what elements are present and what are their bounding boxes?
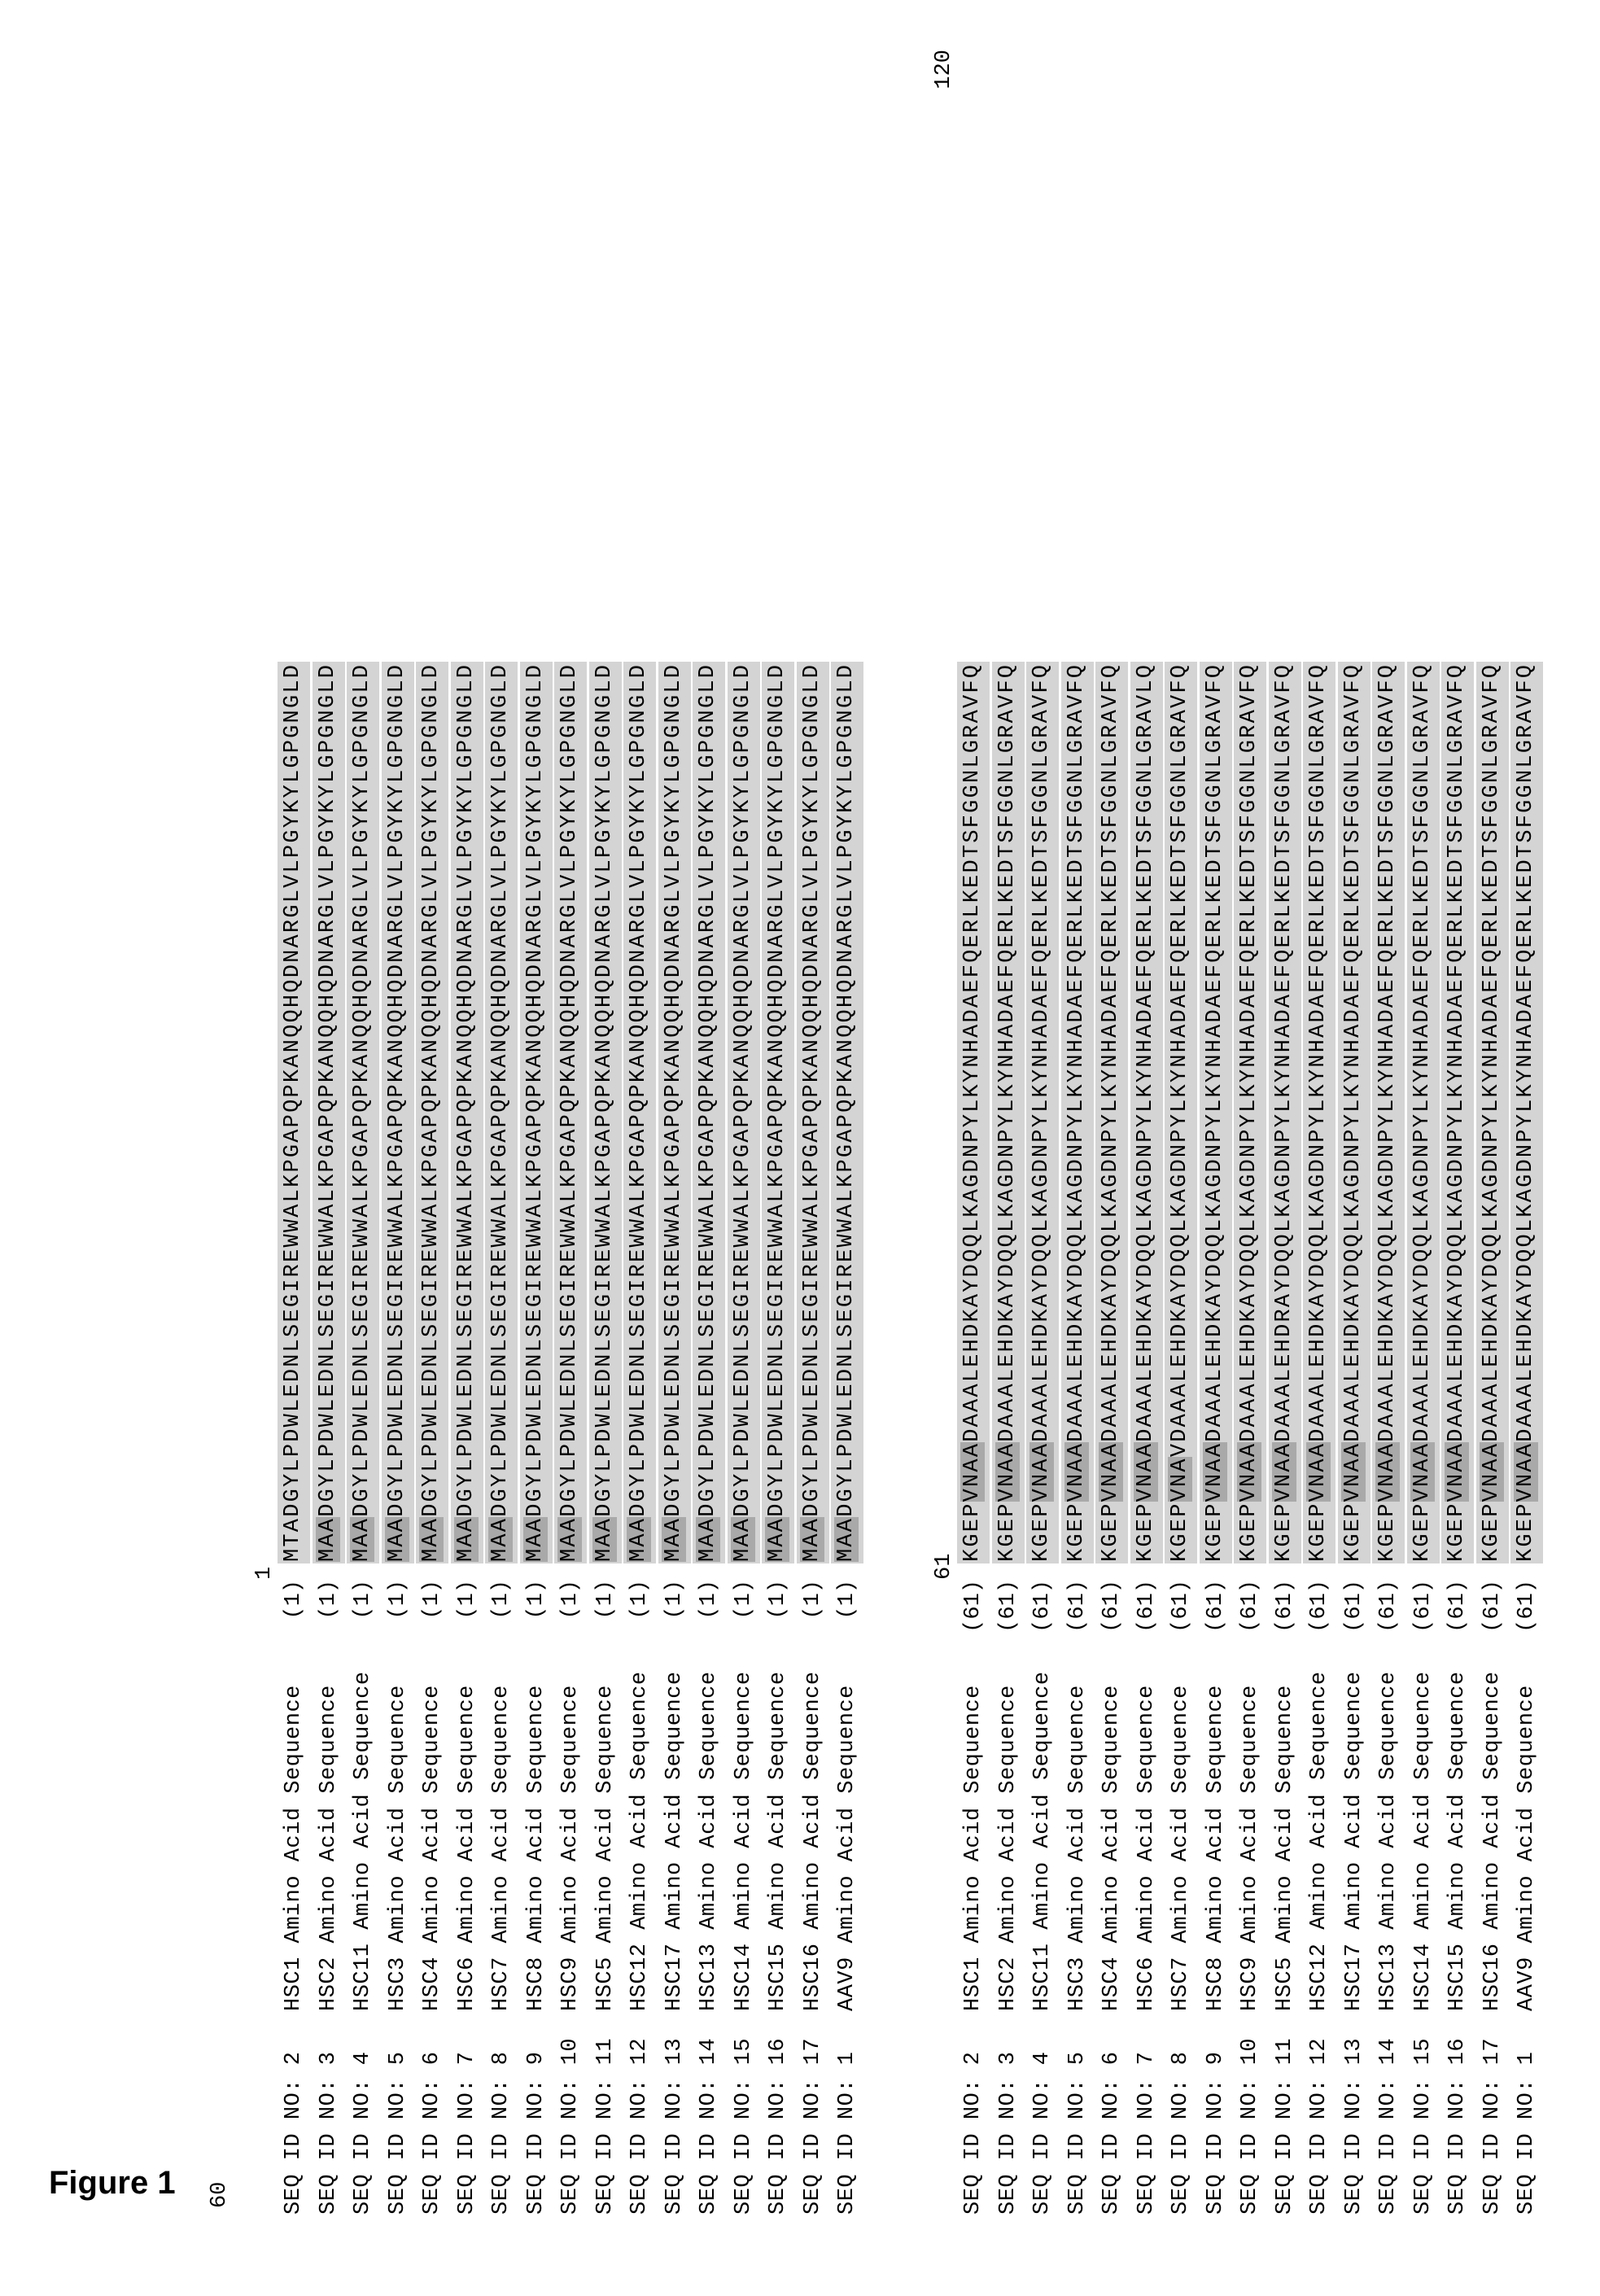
sequence-name-label: HSC15 Amino Acid Sequence — [1445, 1671, 1471, 2011]
sequence-name-label: HSC14 Amino Acid Sequence — [731, 1671, 756, 2011]
seq-id-label: SEQ ID NO: 10 — [558, 2037, 584, 2215]
residue-highlight: MAA — [350, 1516, 375, 1562]
alignment-row — [1337, 50, 1372, 2215]
residue-segment: DGYLPDWLEDNLSEGIREWWALKPGAPQPKANQQHQDNARGLVLPGYKYLGPGNGLD — [696, 663, 721, 1517]
residue-highlight: VNAA — [1064, 1441, 1089, 1502]
residue-segment: DGYLPDWLEDNLSEGIREWWALKPGAPQPKANQQHQDNARGLVLPGYKYLGPGNGLD — [488, 663, 514, 1517]
residue-coordinate: (61) — [1134, 1580, 1159, 1633]
sequence-name-label: HSC14 Amino Acid Sequence — [1410, 1671, 1436, 2011]
residue-segment: DGYLPDWLEDNLSEGIREWWALKPGAPQPKANQQHQDNARGLVLPGYKYLGPGNGLD — [281, 663, 306, 1517]
sequence-name-label: HSC1 Amino Acid Sequence — [282, 1685, 307, 2011]
seq-id-label: SEQ ID NO: 3 — [316, 2051, 341, 2215]
seq-id-label: SEQ ID NO: 7 — [454, 2051, 479, 2215]
sequence-residues — [520, 662, 553, 1563]
residue-segment: AYDQQLKAGDNPYLKYNHADAEFQERLKEDTSFGGNLGRAVFQ — [1306, 663, 1331, 1308]
seq-id-label: SEQ ID NO: 6 — [420, 2051, 445, 2215]
residue-segment: DGYLPDWLEDNLSEGIREWWALKPGAPQPKANQQHQDNARGLVLPGYKYLGPGNGLD — [350, 663, 375, 1517]
seq-id-label: SEQ ID NO: 16 — [766, 2037, 791, 2215]
residue-segment: AYDQQLKAGDNPYLKYNHADAEFQERLKEDTSFGGNLGRAVFQ — [1340, 663, 1366, 1308]
residue-coordinate: (1) — [385, 1580, 410, 1620]
residue-segment: KGEP — [960, 1502, 986, 1562]
alignment-row — [277, 50, 312, 2215]
alignment-row — [312, 50, 347, 2215]
residue-coordinate: (1) — [662, 1580, 687, 1620]
sequence-name-label: HSC1 Amino Acid Sequence — [961, 1685, 986, 2011]
alignment-row — [658, 50, 693, 2215]
residue-segment: DAAALEHDK — [1202, 1307, 1227, 1442]
sequence-name-label: HSC5 Amino Acid Sequence — [592, 1685, 618, 2011]
sequence-name-label: HSC9 Amino Acid Sequence — [558, 1685, 584, 2011]
sequence-residues — [1269, 662, 1301, 1563]
residue-segment: AYDQQLKAGDNPYLKYNHADAEFQERLKEDTSFGGNLGRAVFQ — [1514, 663, 1539, 1308]
seq-id-label: SEQ ID NO: 10 — [1238, 2037, 1263, 2215]
seq-id-label: SEQ ID NO: 15 — [731, 2037, 756, 2215]
alignment-row — [484, 50, 519, 2215]
seq-id-label: SEQ ID NO: 1 — [1515, 2051, 1540, 2215]
residue-segment: DGYLPDWLEDNLSEGIREWWALKPGAPQPKANQQHQDNARGLVLPGYKYLGPGNGLD — [557, 663, 583, 1517]
seq-id-label: SEQ ID NO: 11 — [592, 2037, 618, 2215]
sequence-residues — [313, 662, 345, 1563]
alignment-row — [1510, 50, 1545, 2215]
alignment-row — [1475, 50, 1510, 2215]
alignment-start-number: 61 — [932, 1553, 956, 1580]
sequence-residues — [554, 662, 587, 1563]
residue-segment: AYDQQLKAGDNPYLKYNHADAEFQERLKEDTSFGGNLGRAVFQ — [1479, 663, 1504, 1308]
sequence-residues — [382, 662, 414, 1563]
alignment-row — [761, 50, 796, 2215]
seq-id-label: SEQ ID NO: 14 — [1376, 2037, 1401, 2215]
alignment-row — [1371, 50, 1406, 2215]
residue-highlight: MAA — [627, 1516, 652, 1562]
sequence-residues — [992, 662, 1025, 1563]
seq-id-label: SEQ ID NO: 13 — [662, 2037, 687, 2215]
seq-id-label: SEQ ID NO: 11 — [1272, 2037, 1297, 2215]
residue-coordinate: (1) — [627, 1580, 653, 1620]
sequence-name-label: HSC4 Amino Acid Sequence — [420, 1685, 445, 2011]
residue-coordinate: (1) — [558, 1580, 584, 1620]
sequence-residues — [1303, 662, 1336, 1563]
sequence-residues — [1407, 662, 1440, 1563]
residue-coordinate: (1) — [731, 1580, 756, 1620]
sequence-name-label: HSC3 Amino Acid Sequence — [1064, 1685, 1090, 2011]
residue-coordinate: (61) — [1515, 1580, 1540, 1633]
sequence-name-label: HSC11 Amino Acid Sequence — [1030, 1671, 1056, 2011]
residue-segment: KGEP — [1306, 1502, 1331, 1562]
residue-segment: DAAALEHDK — [1237, 1307, 1262, 1442]
alignment-row — [450, 50, 485, 2215]
residue-highlight: MAA — [834, 1516, 859, 1562]
residue-highlight: MAA — [730, 1516, 755, 1562]
residue-segment: DAAALEHDK — [1479, 1307, 1504, 1442]
residue-highlight: VNAA — [1375, 1441, 1401, 1502]
alignment-row — [1025, 50, 1060, 2215]
seq-id-label: SEQ ID NO: 6 — [1099, 2051, 1125, 2215]
residue-highlight: VNAA — [1410, 1441, 1435, 1502]
seq-id-label: SEQ ID NO: 7 — [1134, 2051, 1159, 2215]
residue-segment: AYDQQLKAGDNPYLKYNHADAEFQERLKEDTSFGGNLGRAVFQ — [1410, 663, 1435, 1308]
residue-segment: DGYLPDWLEDNLSEGIREWWALKPGAPQPKANQQHQDNARGLVLPGYKYLGPGNGLD — [834, 663, 859, 1517]
residue-segment: KGEP — [1479, 1502, 1504, 1562]
seq-id-label: SEQ ID NO: 8 — [489, 2051, 514, 2215]
residue-coordinate: (61) — [995, 1580, 1021, 1633]
sequence-name-label: AAV9 Amino Acid Sequence — [1515, 1685, 1540, 2011]
residue-segment: DAAALEHDK — [1445, 1307, 1470, 1442]
sequence-name-label: HSC9 Amino Acid Sequence — [1238, 1685, 1263, 2011]
residue-segment: AYDQQLKAGDNPYLKYNHADAEFQERLKEDTSFGGNLGRAVFQ — [1064, 663, 1089, 1308]
seq-id-label: SEQ ID NO: 2 — [961, 2051, 986, 2215]
seq-id-label: SEQ ID NO: 12 — [627, 2037, 653, 2215]
residue-highlight: MAA — [592, 1516, 617, 1562]
seq-id-label: SEQ ID NO: 3 — [995, 2051, 1021, 2215]
residue-segment: KGEP — [1202, 1502, 1227, 1562]
sequence-residues — [728, 662, 760, 1563]
sequence-residues — [416, 662, 448, 1563]
sequence-name-label: HSC17 Amino Acid Sequence — [1341, 1671, 1366, 2011]
sequence-name-label: HSC16 Amino Acid Sequence — [800, 1671, 825, 2011]
alignment-row — [692, 50, 727, 2215]
alignment-row — [1406, 50, 1441, 2215]
alignment-row — [796, 50, 831, 2215]
residue-highlight: MAA — [315, 1516, 340, 1562]
sequence-residues — [831, 662, 863, 1563]
alignment-row — [830, 50, 865, 2215]
residue-segment: KGEP — [1237, 1502, 1262, 1562]
residue-segment: DAAALEHDK — [1340, 1307, 1366, 1442]
figure-title: Figure 1 — [49, 2165, 176, 2201]
sequence-name-label: HSC6 Amino Acid Sequence — [1134, 1685, 1159, 2011]
alignment-row — [1233, 50, 1268, 2215]
alignment-row — [1302, 50, 1337, 2215]
sequence-residues — [278, 662, 310, 1563]
seq-id-label: SEQ ID NO: 16 — [1445, 2037, 1471, 2215]
residue-segment: KGEP — [1271, 1502, 1296, 1562]
alignment-row — [1095, 50, 1130, 2215]
seq-id-label: SEQ ID NO: 17 — [800, 2037, 825, 2215]
sequence-residues — [1061, 662, 1094, 1563]
residue-highlight: MAA — [661, 1516, 686, 1562]
seq-id-label: SEQ ID NO: 5 — [385, 2051, 410, 2215]
residue-highlight: MAA — [453, 1516, 479, 1562]
seq-id-label: SEQ ID NO: 17 — [1480, 2037, 1505, 2215]
residue-coordinate: (61) — [1307, 1580, 1332, 1633]
residue-highlight: VNAA — [1514, 1441, 1539, 1502]
residue-segment: DGYLPDWLEDNLSEGIREWWALKPGAPQPKANQQHQDNARGLVLPGYKYLGPGNGLD — [384, 663, 409, 1517]
residue-segment: KGEP — [1099, 1502, 1124, 1562]
sequence-name-label: HSC7 Amino Acid Sequence — [1169, 1685, 1194, 2011]
residue-coordinate: (1) — [351, 1580, 376, 1620]
residue-coordinate: (1) — [282, 1580, 307, 1620]
residue-segment: DAAALEHDK — [1030, 1307, 1055, 1442]
alignment-row — [727, 50, 762, 2215]
residue-highlight: MAA — [384, 1516, 409, 1562]
alignment-row — [1164, 50, 1199, 2215]
residue-coordinate: (1) — [316, 1580, 341, 1620]
alignment-row — [1060, 50, 1095, 2215]
residue-coordinate: (1) — [454, 1580, 479, 1620]
residue-highlight: MAA — [696, 1516, 721, 1562]
residue-segment: DGYLPDWLEDNLSEGIREWWALKPGAPQPKANQQHQDNARGLVLPGYKYLGPGNGLD — [453, 663, 479, 1517]
alignment-row — [956, 50, 991, 2215]
alignment-row — [588, 50, 623, 2215]
residue-coordinate: (61) — [1030, 1580, 1056, 1633]
residue-segment: MTA — [281, 1516, 306, 1562]
residue-segment: DAAALEHDK — [995, 1307, 1020, 1442]
sequence-name-label: HSC16 Amino Acid Sequence — [1480, 1671, 1505, 2011]
residue-segment: DGYLPDWLEDNLSEGIREWWALKPGAPQPKANQQHQDNARGLVLPGYKYLGPGNGLD — [419, 663, 444, 1517]
residue-segment: DGYLPDWLEDNLSEGIREWWALKPGAPQPKANQQHQDNARGLVLPGYKYLGPGNGLD — [661, 663, 686, 1517]
seq-id-label: SEQ ID NO: 13 — [1341, 2037, 1366, 2215]
residue-segment: KGEP — [1445, 1502, 1470, 1562]
residue-segment: DAAALEHDK — [1064, 1307, 1089, 1442]
residue-highlight: VNAA — [1306, 1441, 1331, 1502]
sequence-name-label: HSC2 Amino Acid Sequence — [995, 1685, 1021, 2011]
residue-segment: KGEP — [1340, 1502, 1366, 1562]
seq-id-label: SEQ ID NO: 12 — [1307, 2037, 1332, 2215]
sequence-name-label: HSC7 Amino Acid Sequence — [489, 1685, 514, 2011]
residue-segment: KGEP — [1514, 1502, 1539, 1562]
alignment-row — [1440, 50, 1475, 2215]
sequence-residues — [1372, 662, 1405, 1563]
sequence-name-label: HSC3 Amino Acid Sequence — [385, 1685, 410, 2011]
alignment-row — [381, 50, 416, 2215]
alignment-block-1 — [244, 50, 865, 2215]
residue-segment: KGEP — [995, 1502, 1020, 1562]
sequence-name-label: HSC6 Amino Acid Sequence — [454, 1685, 479, 2011]
alignment-row — [991, 50, 1026, 2215]
sequence-name-label: HSC15 Amino Acid Sequence — [766, 1671, 791, 2011]
residue-segment: DAAALEHDK — [1410, 1307, 1435, 1442]
residue-coordinate: (61) — [1238, 1580, 1263, 1633]
residue-highlight: VNAA — [995, 1441, 1020, 1502]
residue-highlight: MAA — [557, 1516, 583, 1562]
residue-coordinate: (61) — [1272, 1580, 1297, 1633]
residue-highlight: VNAA — [1030, 1441, 1055, 1502]
residue-segment: DGYLPDWLEDNLSEGIREWWALKPGAPQPKANQQHQDNARGLVLPGYKYLGPGNGLD — [592, 663, 617, 1517]
residue-segment: KGEP — [1030, 1502, 1055, 1562]
residue-highlight: MAA — [799, 1516, 824, 1562]
residue-segment: DAAALEHDK — [1306, 1307, 1331, 1442]
alignment-end-number: 120 — [932, 50, 956, 90]
alignment-row — [415, 50, 450, 2215]
residue-coordinate: (61) — [1099, 1580, 1125, 1633]
seq-id-label: SEQ ID NO: 8 — [1169, 2051, 1194, 2215]
residue-coordinate: (61) — [961, 1580, 986, 1633]
residue-segment: AYDQQLKAGDNPYLKYNHADAEFQERLKEDTSFGGNLGRAVLQ — [1133, 663, 1158, 1308]
residue-segment: DGYLPDWLEDNLSEGIREWWALKPGAPQPKANQQHQDNARGLVLPGYKYLGPGNGLD — [765, 663, 790, 1517]
residue-coordinate: (1) — [835, 1580, 860, 1620]
residue-segment: KGEP — [1375, 1502, 1401, 1562]
residue-highlight: MAA — [522, 1516, 548, 1562]
residue-segment: DAAALEHDK — [960, 1307, 986, 1442]
residue-highlight: VNAA — [1237, 1441, 1262, 1502]
sequence-residues — [1234, 662, 1266, 1563]
alignment-start-number: 1 — [252, 1566, 277, 1580]
residue-segment: AYDQQLKAGDNPYLKYNHADAEFQERLKEDTSFGGNLGRAVFQ — [960, 663, 986, 1308]
residue-segment: AYDQQLKAGDNPYLKYNHADAEFQERLKEDTSFGGNLGRAVFQ — [1375, 663, 1401, 1308]
residue-coordinate: (61) — [1480, 1580, 1505, 1633]
residue-segment: AYDQQLKAGDNPYLKYNHADAEFQERLKEDTSFGGNLGRAVFQ — [1168, 663, 1193, 1308]
residue-coordinate: (61) — [1341, 1580, 1366, 1633]
sequence-name-label: HSC12 Amino Acid Sequence — [627, 1671, 653, 2011]
residue-highlight: MAA — [419, 1516, 444, 1562]
sequence-residues — [658, 662, 691, 1563]
residue-coordinate: (1) — [766, 1580, 791, 1620]
residue-segment: DAAALEHDR — [1271, 1307, 1296, 1442]
seq-id-label: SEQ ID NO: 2 — [282, 2051, 307, 2215]
sequence-name-label: HSC12 Amino Acid Sequence — [1307, 1671, 1332, 2011]
sequence-name-label: HSC11 Amino Acid Sequence — [351, 1671, 376, 2011]
alignment-row — [553, 50, 588, 2215]
sequence-residues — [623, 662, 656, 1563]
sequence-residues — [693, 662, 725, 1563]
sequence-residues — [1095, 662, 1128, 1563]
residue-segment: DAAALEHDK — [1168, 1307, 1193, 1442]
residue-coordinate: (61) — [1410, 1580, 1436, 1633]
residue-coordinate: (1) — [800, 1580, 825, 1620]
sixty-marker: 60 — [208, 2181, 232, 2208]
alignment-row — [1199, 50, 1234, 2215]
sequence-residues — [797, 662, 829, 1563]
residue-segment: AYDQQLKAGDNPYLKYNHADAEFQERLKEDTSFGGNLGRAVFQ — [995, 663, 1020, 1308]
residue-segment: AYDQQLKAGDNPYLKYNHADAEFQERLKEDTSFGGNLGRAVFQ — [1099, 663, 1124, 1308]
sequence-residues — [347, 662, 379, 1563]
seq-id-label: SEQ ID NO: 4 — [1030, 2051, 1056, 2215]
sequence-name-label: HSC8 Amino Acid Sequence — [1203, 1685, 1228, 2011]
sequence-residues — [1510, 662, 1543, 1563]
sequence-residues — [762, 662, 794, 1563]
sequence-residues — [1441, 662, 1474, 1563]
residue-segment: AYDQQLKAGDNPYLKYNHADAEFQERLKEDTSFGGNLGRAVFQ — [1202, 663, 1227, 1308]
residue-highlight: VNAA — [1271, 1441, 1296, 1502]
sequence-name-label: HSC17 Amino Acid Sequence — [662, 1671, 687, 2011]
residue-highlight: VNAA — [960, 1441, 986, 1502]
sequence-name-label: HSC13 Amino Acid Sequence — [1376, 1671, 1401, 2011]
seq-id-label: SEQ ID NO: 15 — [1410, 2037, 1436, 2215]
sequence-residues — [485, 662, 518, 1563]
seq-id-label: SEQ ID NO: 9 — [523, 2051, 549, 2215]
sequence-residues — [451, 662, 483, 1563]
sequence-residues — [1130, 662, 1163, 1563]
residue-segment: DAAALEHDK — [1375, 1307, 1401, 1442]
alignment-row — [623, 50, 658, 2215]
residue-coordinate: (61) — [1064, 1580, 1090, 1633]
residue-segment: AYDQQLKAGDNPYLKYNHADAEFQERLKEDTSFGGNLGRAVFQ — [1271, 663, 1296, 1308]
residue-coordinate: (1) — [697, 1580, 722, 1620]
residue-highlight: VNAA — [1445, 1441, 1470, 1502]
residue-segment: AYDQQLKAGDNPYLKYNHADAEFQERLKEDTSFGGNLGRAVFQ — [1445, 663, 1470, 1308]
residue-segment: DGYLPDWLEDNLSEGIREWWALKPGAPQPKANQQHQDNARGLVLPGYKYLGPGNGLD — [627, 663, 652, 1517]
residue-segment: KGEP — [1410, 1502, 1435, 1562]
residue-segment: DGYLPDWLEDNLSEGIREWWALKPGAPQPKANQQHQDNARGLVLPGYKYLGPGNGLD — [522, 663, 548, 1517]
residue-highlight: VNAA — [1340, 1441, 1366, 1502]
seq-id-label: SEQ ID NO: 4 — [351, 2051, 376, 2215]
sequence-residues — [1026, 662, 1059, 1563]
sequence-residues — [1200, 662, 1232, 1563]
sequence-residues — [1338, 662, 1370, 1563]
sequence-name-label: AAV9 Amino Acid Sequence — [835, 1685, 860, 2011]
alignment-number-row — [244, 50, 277, 2215]
alignment-row — [1268, 50, 1303, 2215]
residue-highlight: VNAA — [1479, 1441, 1504, 1502]
residue-highlight: VNAA — [1133, 1441, 1158, 1502]
sequence-residues — [1476, 662, 1509, 1563]
sequence-residues — [1165, 662, 1197, 1563]
residue-highlight: VNAA — [1202, 1441, 1227, 1502]
sequence-name-label: HSC8 Amino Acid Sequence — [523, 1685, 549, 2011]
seq-id-label: SEQ ID NO: 1 — [835, 2051, 860, 2215]
residue-coordinate: (1) — [523, 1580, 549, 1620]
residue-coordinate: (1) — [592, 1580, 618, 1620]
sequence-name-label: HSC5 Amino Acid Sequence — [1272, 1685, 1297, 2011]
residue-highlight: VNA — [1168, 1457, 1193, 1502]
sequence-residues — [957, 662, 990, 1563]
alignment-number-row — [924, 50, 956, 2215]
residue-highlight: MAA — [765, 1516, 790, 1562]
seq-id-label: SEQ ID NO: 9 — [1203, 2051, 1228, 2215]
residue-highlight: MAA — [488, 1516, 514, 1562]
residue-segment: DGYLPDWLEDNLSEGIREWWALKPGAPQPKANQQHQDNARGLVLPGYKYLGPGNGLD — [315, 663, 340, 1517]
residue-segment: V — [1168, 1441, 1193, 1458]
residue-segment: DGYLPDWLEDNLSEGIREWWALKPGAPQPKANQQHQDNARGLVLPGYKYLGPGNGLD — [799, 663, 824, 1517]
residue-segment: DGYLPDWLEDNLSEGIREWWALKPGAPQPKANQQHQDNARGLVLPGYKYLGPGNGLD — [730, 663, 755, 1517]
alignment-row — [519, 50, 554, 2215]
sequence-name-label: HSC4 Amino Acid Sequence — [1099, 1685, 1125, 2011]
alignment-row — [1130, 50, 1165, 2215]
residue-segment: KGEP — [1168, 1502, 1193, 1562]
residue-coordinate: (61) — [1203, 1580, 1228, 1633]
sequence-residues — [589, 662, 622, 1563]
alignment-row — [346, 50, 381, 2215]
seq-id-label: SEQ ID NO: 14 — [697, 2037, 722, 2215]
residue-segment: AYDQQLKAGDNPYLKYNHADAEFQERLKEDTSFGGNLGRAVFQ — [1237, 663, 1262, 1308]
residue-segment: AYDQQLKAGDNPYLKYNHADAEFQERLKEDTSFGGNLGRAVFQ — [1030, 663, 1055, 1308]
seq-id-label: SEQ ID NO: 5 — [1064, 2051, 1090, 2215]
residue-highlight: VNAA — [1099, 1441, 1124, 1502]
residue-coordinate: (1) — [489, 1580, 514, 1620]
residue-coordinate: (61) — [1169, 1580, 1194, 1633]
alignment-block-2 — [924, 50, 1545, 2215]
residue-segment: DAAALEHDK — [1514, 1307, 1539, 1442]
residue-segment: KGEP — [1064, 1502, 1089, 1562]
sequence-name-label: HSC2 Amino Acid Sequence — [316, 1685, 341, 2011]
residue-coordinate: (1) — [420, 1580, 445, 1620]
residue-coordinate: (61) — [1376, 1580, 1401, 1633]
residue-coordinate: (61) — [1445, 1580, 1471, 1633]
residue-segment: DAAALEHDK — [1133, 1307, 1158, 1442]
residue-segment: DAAALEHDK — [1099, 1307, 1124, 1442]
sequence-name-label: HSC13 Amino Acid Sequence — [697, 1671, 722, 2011]
residue-segment: KGEP — [1133, 1502, 1158, 1562]
